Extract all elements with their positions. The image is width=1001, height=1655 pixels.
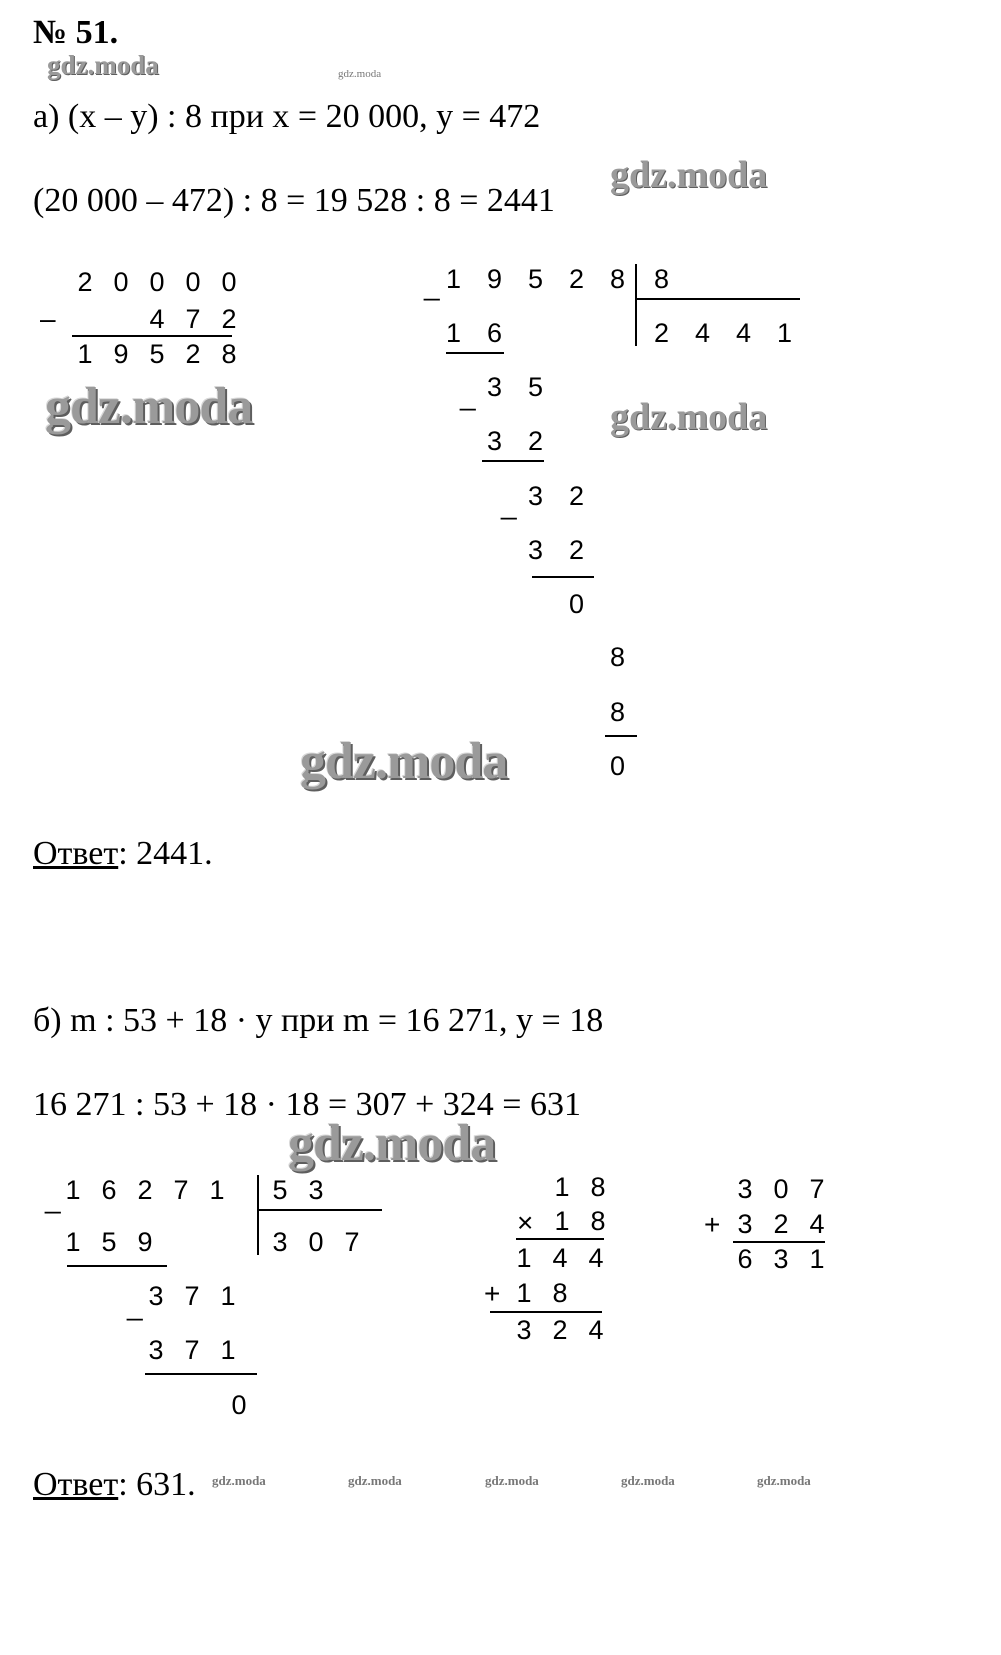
digit: 3 bbox=[148, 1335, 164, 1365]
part-a-statement: а) (x – y) : 8 при x = 20 000, y = 472 bbox=[33, 98, 541, 135]
digit: 9 bbox=[137, 1227, 153, 1257]
digit: 2 bbox=[137, 1175, 153, 1205]
digit: 2 bbox=[568, 535, 585, 565]
digit: 2 bbox=[773, 1209, 789, 1239]
digit: 7 bbox=[344, 1227, 360, 1257]
digit: 0 bbox=[231, 1390, 247, 1420]
minus-sign: _ bbox=[460, 380, 476, 411]
digit: 1 bbox=[776, 318, 793, 348]
digit: 1 bbox=[554, 1172, 570, 1202]
digit: 3 bbox=[527, 535, 544, 565]
quotient-row bbox=[262, 1227, 370, 1258]
digit: 0 bbox=[113, 267, 129, 297]
answer-value: : 2441. bbox=[118, 835, 213, 872]
answer-value: : 631. bbox=[118, 1466, 196, 1503]
digit: 4 bbox=[588, 1315, 604, 1345]
step-line bbox=[532, 576, 594, 578]
result-line bbox=[72, 335, 232, 337]
step-remainder bbox=[474, 372, 556, 403]
digit: 8 bbox=[590, 1172, 606, 1202]
digit: 8 bbox=[609, 264, 626, 294]
step-subtrahend bbox=[515, 535, 597, 566]
multiplier-row bbox=[544, 1206, 616, 1237]
digit: 7 bbox=[184, 1335, 200, 1365]
digit: 4 bbox=[588, 1243, 604, 1273]
quotient-row bbox=[641, 318, 805, 349]
step-line bbox=[482, 460, 544, 462]
digit: 8 bbox=[653, 264, 670, 294]
minus-sign: _ bbox=[501, 489, 517, 520]
digit: 4 bbox=[809, 1209, 825, 1239]
division-bracket-horizontal bbox=[257, 1209, 382, 1211]
part-a-answer bbox=[33, 835, 213, 873]
plus-sign: + bbox=[484, 1278, 501, 1309]
watermark: gdz.moda bbox=[288, 1115, 496, 1172]
part-b-computation: 16 271 : 53 + 18 · 18 = 307 + 324 = 631 bbox=[33, 1086, 581, 1123]
digit: 7 bbox=[173, 1175, 189, 1205]
dividend-row bbox=[55, 1175, 235, 1206]
watermark: gdz.moda bbox=[757, 1473, 811, 1488]
digit: 2 bbox=[221, 304, 237, 334]
step-subtrahend bbox=[55, 1227, 163, 1258]
digit: 1 bbox=[445, 264, 462, 294]
step-remainder bbox=[597, 751, 638, 782]
step-remainder bbox=[556, 589, 597, 620]
digit: 1 bbox=[77, 339, 93, 369]
addend-row bbox=[727, 1174, 835, 1205]
digit: 0 bbox=[609, 751, 626, 781]
digit: 1 bbox=[220, 1281, 236, 1311]
watermark: gdz.moda bbox=[45, 378, 253, 435]
watermark: gdz.moda bbox=[212, 1473, 266, 1488]
step-subtrahend bbox=[433, 318, 515, 349]
answer-label: Ответ bbox=[33, 1466, 119, 1503]
digit: 3 bbox=[773, 1244, 789, 1274]
digit: 3 bbox=[486, 372, 503, 402]
digit: 0 bbox=[308, 1227, 324, 1257]
step-line bbox=[67, 1265, 167, 1267]
watermark: gdz.moda bbox=[338, 68, 382, 80]
plus-sign: + bbox=[704, 1209, 721, 1240]
digit: 3 bbox=[516, 1315, 532, 1345]
step-line bbox=[145, 1373, 257, 1375]
part-a-computation: (20 000 – 472) : 8 = 19 528 : 8 = 2441 bbox=[33, 182, 555, 219]
watermark: gdz.moda bbox=[621, 1473, 675, 1488]
step-remainder bbox=[138, 1281, 246, 1312]
digit: 6 bbox=[486, 318, 503, 348]
part-b-statement: б) m : 53 + 18 · y при m = 16 271, y = 18 bbox=[33, 1002, 604, 1039]
digit: 3 bbox=[737, 1174, 753, 1204]
digit: 9 bbox=[113, 339, 129, 369]
digit: 0 bbox=[185, 267, 201, 297]
digit: 4 bbox=[552, 1243, 568, 1273]
part-b-answer bbox=[33, 1466, 196, 1504]
result-line bbox=[733, 1241, 825, 1243]
partial-product-row bbox=[506, 1243, 614, 1274]
digit: 3 bbox=[308, 1175, 324, 1205]
addend-row bbox=[727, 1209, 835, 1240]
minus-sign: – bbox=[40, 303, 56, 334]
step-subtrahend bbox=[474, 426, 556, 457]
digit: 7 bbox=[185, 304, 201, 334]
digit: 5 bbox=[527, 264, 544, 294]
digit: 3 bbox=[486, 426, 503, 456]
digit: 5 bbox=[149, 339, 165, 369]
answer-label: Ответ bbox=[33, 835, 119, 872]
digit: 3 bbox=[148, 1281, 164, 1311]
digit: 1 bbox=[445, 318, 462, 348]
division-bracket-horizontal bbox=[635, 298, 800, 300]
step-remainder bbox=[515, 481, 597, 512]
watermark: gdz.moda bbox=[610, 396, 768, 438]
sum-row bbox=[727, 1244, 835, 1275]
watermark: gdz.moda bbox=[610, 154, 768, 196]
digit: 2 bbox=[568, 481, 585, 511]
difference-row bbox=[67, 339, 247, 370]
digit: 0 bbox=[773, 1174, 789, 1204]
digit: 7 bbox=[809, 1174, 825, 1204]
digit: 4 bbox=[735, 318, 752, 348]
digit: 3 bbox=[737, 1209, 753, 1239]
step-remainder bbox=[597, 642, 638, 673]
divisor bbox=[262, 1175, 334, 1206]
digit: 2 bbox=[527, 426, 544, 456]
digit: 2 bbox=[552, 1315, 568, 1345]
digit: 2 bbox=[568, 264, 585, 294]
digit: 0 bbox=[221, 267, 237, 297]
result-line bbox=[516, 1238, 604, 1240]
digit: 3 bbox=[272, 1227, 288, 1257]
digit: 2 bbox=[185, 339, 201, 369]
minus-sign: _ bbox=[127, 1290, 143, 1321]
step-line bbox=[605, 735, 637, 737]
divisor bbox=[641, 264, 682, 295]
digit: 5 bbox=[527, 372, 544, 402]
watermark: gdz.moda bbox=[300, 733, 508, 790]
division-bracket-vertical bbox=[257, 1175, 259, 1255]
digit: 7 bbox=[184, 1281, 200, 1311]
digit: 2 bbox=[77, 267, 93, 297]
digit: 1 bbox=[809, 1244, 825, 1274]
result-line bbox=[490, 1311, 602, 1313]
dividend-row bbox=[433, 264, 638, 295]
watermark: gdz.moda bbox=[485, 1473, 539, 1488]
digit: 3 bbox=[527, 481, 544, 511]
watermark: gdz.moda bbox=[348, 1473, 402, 1488]
final-remainder bbox=[221, 1390, 257, 1421]
digit: 8 bbox=[609, 697, 626, 727]
problem-number: № 51. bbox=[33, 14, 119, 51]
minus-sign: _ bbox=[45, 1183, 61, 1214]
digit: 1 bbox=[65, 1175, 81, 1205]
digit: 8 bbox=[221, 339, 237, 369]
digit: 1 bbox=[220, 1335, 236, 1365]
watermark: gdz.moda bbox=[47, 50, 159, 80]
digit: 5 bbox=[272, 1175, 288, 1205]
step-line bbox=[446, 352, 504, 354]
division-bracket-vertical bbox=[635, 264, 637, 346]
digit: 0 bbox=[568, 589, 585, 619]
step-subtrahend bbox=[138, 1335, 246, 1366]
subtrahend-row bbox=[139, 304, 247, 335]
digit: 1 bbox=[554, 1206, 570, 1236]
digit: 5 bbox=[101, 1227, 117, 1257]
step-subtrahend bbox=[597, 697, 638, 728]
digit: 8 bbox=[609, 642, 626, 672]
digit: 1 bbox=[516, 1278, 532, 1308]
digit: 1 bbox=[516, 1243, 532, 1273]
digit: 8 bbox=[590, 1206, 606, 1236]
minus-sign: _ bbox=[424, 270, 440, 301]
digit: 4 bbox=[694, 318, 711, 348]
digit: 1 bbox=[65, 1227, 81, 1257]
minuend-row bbox=[67, 267, 247, 298]
digit: 4 bbox=[149, 304, 165, 334]
digit: 8 bbox=[552, 1278, 568, 1308]
multiplicand-row bbox=[544, 1172, 616, 1203]
partial-product-row bbox=[506, 1278, 578, 1309]
multiply-sign: × bbox=[517, 1207, 534, 1238]
digit: 6 bbox=[737, 1244, 753, 1274]
digit: 6 bbox=[101, 1175, 117, 1205]
digit: 0 bbox=[149, 267, 165, 297]
digit: 2 bbox=[653, 318, 670, 348]
product-row bbox=[506, 1315, 614, 1346]
digit: 9 bbox=[486, 264, 503, 294]
digit: 1 bbox=[209, 1175, 225, 1205]
